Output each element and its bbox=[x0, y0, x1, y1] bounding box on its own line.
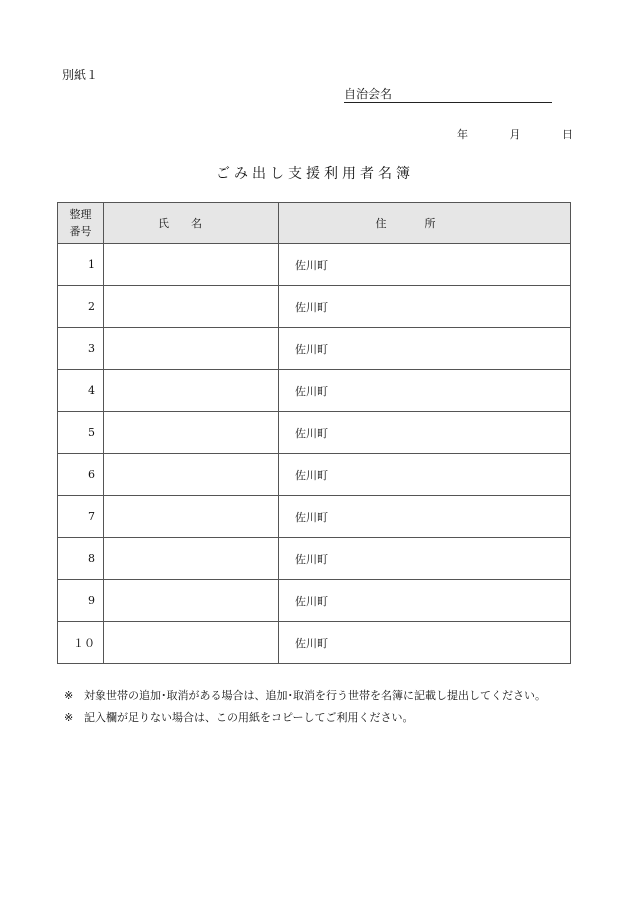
header-name-label: 氏名 bbox=[158, 217, 224, 230]
name-cell[interactable] bbox=[104, 244, 279, 286]
table-row bbox=[58, 454, 571, 496]
table-row bbox=[58, 580, 571, 622]
date-year-label: 年 bbox=[457, 128, 468, 141]
attachment-label: 別紙１ bbox=[62, 68, 99, 82]
association-name-label: 自治会名 bbox=[344, 87, 393, 101]
row-number: 4 bbox=[58, 370, 104, 412]
address-cell[interactable]: 佐川町 bbox=[279, 244, 571, 286]
name-cell[interactable] bbox=[104, 454, 279, 496]
address-cell[interactable]: 佐川町 bbox=[279, 328, 571, 370]
header-number bbox=[58, 203, 104, 244]
name-cell[interactable] bbox=[104, 538, 279, 580]
date-day-label: 日 bbox=[562, 128, 573, 141]
name-cell[interactable] bbox=[104, 286, 279, 328]
table-row bbox=[58, 328, 571, 370]
date-month-label: 月 bbox=[509, 128, 521, 141]
address-cell[interactable]: 佐川町 bbox=[279, 454, 571, 496]
table-row bbox=[58, 412, 571, 454]
name-cell[interactable] bbox=[104, 328, 279, 370]
table-row bbox=[58, 538, 571, 580]
address-cell[interactable]: 佐川町 bbox=[279, 538, 571, 580]
note-2 bbox=[64, 707, 546, 729]
note-mark: ※ bbox=[64, 689, 74, 702]
address-cell[interactable]: 佐川町 bbox=[279, 580, 571, 622]
note-text: 対象世帯の追加･取消がある場合は、追加･取消を行う世帯を名簿に記載し提出してください。 bbox=[84, 689, 546, 702]
row-number: 6 bbox=[58, 454, 104, 496]
notes bbox=[64, 685, 546, 729]
name-cell[interactable] bbox=[104, 496, 279, 538]
name-cell[interactable] bbox=[104, 580, 279, 622]
table-row bbox=[58, 622, 571, 664]
address-cell[interactable]: 佐川町 bbox=[279, 412, 571, 454]
row-number: 1 bbox=[58, 244, 104, 286]
document-title: ごみ出し支援利用者名簿 bbox=[216, 166, 414, 182]
header-name bbox=[104, 203, 279, 244]
address-cell[interactable]: 佐川町 bbox=[279, 370, 571, 412]
table-header-row bbox=[58, 203, 571, 244]
name-cell[interactable] bbox=[104, 370, 279, 412]
row-number: 2 bbox=[58, 286, 104, 328]
row-number: 3 bbox=[58, 328, 104, 370]
row-number: 9 bbox=[58, 580, 104, 622]
note-text: 記入欄が足りない場合は、この用紙をコピーしてご利用ください。 bbox=[84, 711, 414, 724]
header-address bbox=[279, 203, 571, 244]
table-row bbox=[58, 496, 571, 538]
note-mark: ※ bbox=[64, 711, 74, 724]
row-number: 8 bbox=[58, 538, 104, 580]
date-row bbox=[457, 126, 573, 142]
header-number-line1: 整理 bbox=[69, 208, 92, 221]
table-row bbox=[58, 286, 571, 328]
name-cell[interactable] bbox=[104, 412, 279, 454]
table-row bbox=[58, 244, 571, 286]
row-number: １０ bbox=[58, 622, 104, 664]
address-cell[interactable]: 佐川町 bbox=[279, 496, 571, 538]
association-name-field[interactable] bbox=[344, 87, 552, 103]
address-cell[interactable]: 佐川町 bbox=[279, 286, 571, 328]
name-cell[interactable] bbox=[104, 622, 279, 664]
header-address-label: 住所 bbox=[375, 217, 474, 230]
row-number: 7 bbox=[58, 496, 104, 538]
header-number-line2: 番号 bbox=[69, 225, 92, 238]
table-row bbox=[58, 370, 571, 412]
address-cell[interactable]: 佐川町 bbox=[279, 622, 571, 664]
user-roster-table bbox=[57, 202, 571, 664]
row-number: 5 bbox=[58, 412, 104, 454]
note-1 bbox=[64, 685, 546, 707]
